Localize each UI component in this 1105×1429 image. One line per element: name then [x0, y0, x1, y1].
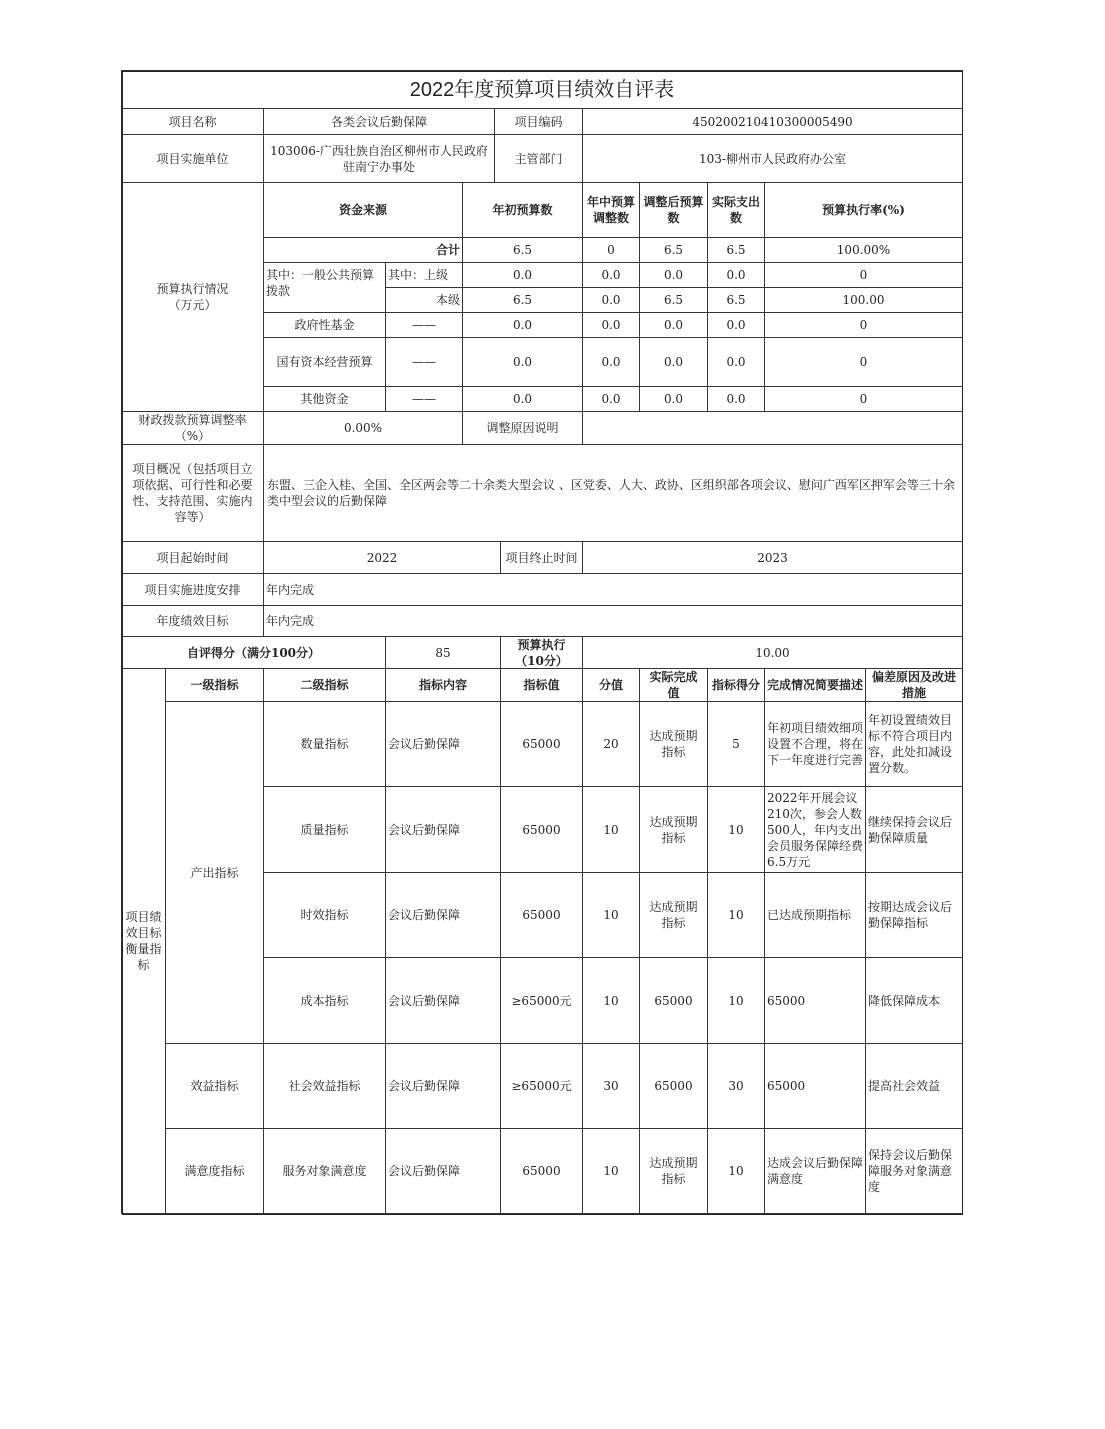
- budget-section-label: 预算执行情况 （万元）: [121, 182, 264, 412]
- ind-row-actual: 达成预期指标: [639, 1128, 708, 1214]
- end-time-value: 2023: [582, 541, 963, 574]
- ind-row-level2: 质量指标: [263, 786, 386, 873]
- budget-other-adjusted: 0.0: [639, 386, 708, 412]
- ind-row-content: 会议后勤保障: [385, 1043, 501, 1129]
- budget-statecap-dash: ——: [385, 337, 463, 387]
- budget-other-actual: 0.0: [707, 386, 765, 412]
- budget-statecap-actual: 0.0: [707, 337, 765, 387]
- ind-level1-benefit: 效益指标: [165, 1043, 264, 1129]
- goal-value: 年内完成: [263, 605, 963, 637]
- adjust-rate-label: 财政拨款预算调整率（%）: [121, 411, 264, 445]
- ind-row-content: 会议后勤保障: [385, 701, 501, 787]
- budget-general-label: 其中：一般公共预算拨款: [263, 262, 386, 313]
- ind-row-desc: 年初项目绩效细项设置不合理，将在下一年度进行完善: [764, 701, 866, 787]
- ind-row-actual: 达成预期指标: [639, 872, 708, 958]
- budget-upper-label: 其中：上级: [385, 262, 463, 288]
- budget-other-midyear: 0.0: [582, 386, 640, 412]
- budget-govfund-dash: ——: [385, 312, 463, 338]
- ind-level1-satisfaction: 满意度指标: [165, 1128, 264, 1214]
- ind-row-target: 65000: [500, 1128, 583, 1214]
- budget-header-initial: 年初预算数: [462, 182, 583, 238]
- ind-row-content: 会议后勤保障: [385, 957, 501, 1044]
- ind-row-level2: 数量指标: [263, 701, 386, 787]
- budget-govfund-midyear: 0.0: [582, 312, 640, 338]
- ind-row-reason: 按期达成会议后勤保障指标: [865, 872, 963, 958]
- ind-row-weight: 10: [582, 957, 640, 1044]
- budget-local-adjusted: 6.5: [639, 287, 708, 313]
- ind-row-weight: 10: [582, 872, 640, 958]
- ind-row-score: 5: [707, 701, 765, 787]
- ind-row-weight: 10: [582, 1128, 640, 1214]
- indicator-section-label: 项目绩效目标衡量指标: [121, 668, 166, 1214]
- budget-local-initial: 6.5: [462, 287, 583, 313]
- budget-upper-actual: 0.0: [707, 262, 765, 288]
- ind-header-desc: 完成情况简要描述: [764, 668, 866, 702]
- ind-header-weight: 分值: [582, 668, 640, 702]
- ind-row-desc: 65000: [764, 1043, 866, 1129]
- ind-row-actual: 65000: [639, 957, 708, 1044]
- ind-header-level1: 一级指标: [165, 668, 264, 702]
- goal-label: 年度绩效目标: [121, 605, 264, 637]
- start-time-value: 2022: [263, 541, 501, 574]
- ind-header-target: 指标值: [500, 668, 583, 702]
- budget-govfund-label: 政府性基金: [263, 312, 386, 338]
- budget-local-label: 本级: [385, 287, 463, 313]
- ind-row-weight: 30: [582, 1043, 640, 1129]
- ind-row-score: 10: [707, 1128, 765, 1214]
- overview-label: 项目概况（包括项目立项依据、可行性和必要性、支持范围、实施内容等）: [121, 444, 264, 542]
- budget-exec-value: 10.00: [582, 636, 963, 669]
- schedule-value: 年内完成: [263, 573, 963, 606]
- budget-statecap-adjusted: 0.0: [639, 337, 708, 387]
- budget-govfund-actual: 0.0: [707, 312, 765, 338]
- ind-header-score: 指标得分: [707, 668, 765, 702]
- budget-local-rate: 100.00: [764, 287, 963, 313]
- dept-value: 103-柳州市人民政府办公室: [582, 134, 963, 183]
- budget-total-label: 合计: [263, 237, 463, 263]
- ind-row-score: 10: [707, 957, 765, 1044]
- project-name-label: 项目名称: [121, 108, 264, 135]
- budget-other-label: 其他资金: [263, 386, 386, 412]
- budget-header-source: 资金来源: [263, 182, 463, 238]
- ind-row-level2: 时效指标: [263, 872, 386, 958]
- end-time-label: 项目终止时间: [500, 541, 583, 574]
- budget-other-initial: 0.0: [462, 386, 583, 412]
- ind-row-target: ≥65000元: [500, 957, 583, 1044]
- budget-statecap-rate: 0: [764, 337, 963, 387]
- budget-total-actual: 6.5: [707, 237, 765, 263]
- budget-local-actual: 6.5: [707, 287, 765, 313]
- ind-header-reason: 偏差原因及改进措施: [865, 668, 963, 702]
- ind-row-target: 65000: [500, 786, 583, 873]
- overview-text: 东盟、三企入桂、全国、全区两会等二十余类大型会议 、区党委、人大、政协、区组织部各项会议、慰问广西军区押军会等三十余类中型会议的后勤保障: [263, 444, 963, 542]
- ind-row-reason: 提高社会效益: [865, 1043, 963, 1129]
- ind-row-level2: 服务对象满意度: [263, 1128, 386, 1214]
- ind-row-actual: 达成预期指标: [639, 786, 708, 873]
- self-score-label: 自评得分（满分100分）: [121, 636, 386, 669]
- budget-statecap-label: 国有资本经营预算: [263, 337, 386, 387]
- ind-row-weight: 20: [582, 701, 640, 787]
- budget-other-dash: ——: [385, 386, 463, 412]
- ind-row-desc: 已达成预期指标: [764, 872, 866, 958]
- budget-total-initial: 6.5: [462, 237, 583, 263]
- page-title: 2022年度预算项目绩效自评表: [121, 70, 963, 109]
- ind-row-level2: 成本指标: [263, 957, 386, 1044]
- ind-row-desc: 65000: [764, 957, 866, 1044]
- adjust-rate-value: 0.00%: [263, 411, 463, 445]
- budget-local-midyear: 0.0: [582, 287, 640, 313]
- budget-upper-initial: 0.0: [462, 262, 583, 288]
- budget-other-rate: 0: [764, 386, 963, 412]
- ind-row-target: 65000: [500, 872, 583, 958]
- ind-header-level2: 二级指标: [263, 668, 386, 702]
- ind-header-content: 指标内容: [385, 668, 501, 702]
- budget-upper-rate: 0: [764, 262, 963, 288]
- budget-statecap-midyear: 0.0: [582, 337, 640, 387]
- budget-govfund-initial: 0.0: [462, 312, 583, 338]
- start-time-label: 项目起始时间: [121, 541, 264, 574]
- ind-row-target: 65000: [500, 701, 583, 787]
- project-code: 450200210410300005490: [582, 108, 963, 135]
- ind-header-actual: 实际完成值: [639, 668, 708, 702]
- budget-upper-adjusted: 0.0: [639, 262, 708, 288]
- adjust-reason-value: [582, 411, 963, 445]
- ind-row-content: 会议后勤保障: [385, 872, 501, 958]
- ind-row-reason: 继续保持会议后勤保障质量: [865, 786, 963, 873]
- budget-statecap-initial: 0.0: [462, 337, 583, 387]
- ind-row-score: 10: [707, 872, 765, 958]
- ind-row-reason: 保持会议后勤保障服务对象满意度: [865, 1128, 963, 1214]
- budget-upper-midyear: 0.0: [582, 262, 640, 288]
- budget-exec-label: 预算执行（10分）: [500, 636, 583, 669]
- budget-govfund-rate: 0: [764, 312, 963, 338]
- unit-value: 103006-广西壮族自治区柳州市人民政府驻南宁办事处: [263, 134, 495, 183]
- ind-row-desc: 2022年开展会议210次，参会人数500人，年内支出会员服务保障经费6.5万元: [764, 786, 866, 873]
- ind-row-score: 30: [707, 1043, 765, 1129]
- project-name: 各类会议后勤保障: [263, 108, 495, 135]
- ind-row-reason: 降低保障成本: [865, 957, 963, 1044]
- ind-level1-output: 产出指标: [165, 701, 264, 1044]
- schedule-label: 项目实施进度安排: [121, 573, 264, 606]
- ind-row-content: 会议后勤保障: [385, 786, 501, 873]
- budget-header-adjusted: 调整后预算数: [639, 182, 708, 238]
- budget-header-rate: 预算执行率(%): [764, 182, 963, 238]
- dept-label: 主管部门: [494, 134, 583, 183]
- ind-row-actual: 65000: [639, 1043, 708, 1129]
- ind-row-actual: 达成预期指标: [639, 701, 708, 787]
- budget-total-midyear: 0: [582, 237, 640, 263]
- project-code-label: 项目编码: [494, 108, 583, 135]
- ind-row-target: ≥65000元: [500, 1043, 583, 1129]
- budget-total-rate: 100.00%: [764, 237, 963, 263]
- adjust-reason-label: 调整原因说明: [462, 411, 583, 445]
- budget-total-adjusted: 6.5: [639, 237, 708, 263]
- unit-label: 项目实施单位: [121, 134, 264, 183]
- budget-header-actual: 实际支出数: [707, 182, 765, 238]
- ind-row-level2: 社会效益指标: [263, 1043, 386, 1129]
- ind-row-score: 10: [707, 786, 765, 873]
- ind-row-weight: 10: [582, 786, 640, 873]
- ind-row-reason: 年初设置绩效目标不符合项目内容，此处扣减设置分数。: [865, 701, 963, 787]
- budget-govfund-adjusted: 0.0: [639, 312, 708, 338]
- budget-header-midyear: 年中预算调整数: [582, 182, 640, 238]
- self-score-value: 85: [385, 636, 501, 669]
- ind-row-content: 会议后勤保障: [385, 1128, 501, 1214]
- ind-row-desc: 达成会议后勤保障满意度: [764, 1128, 866, 1214]
